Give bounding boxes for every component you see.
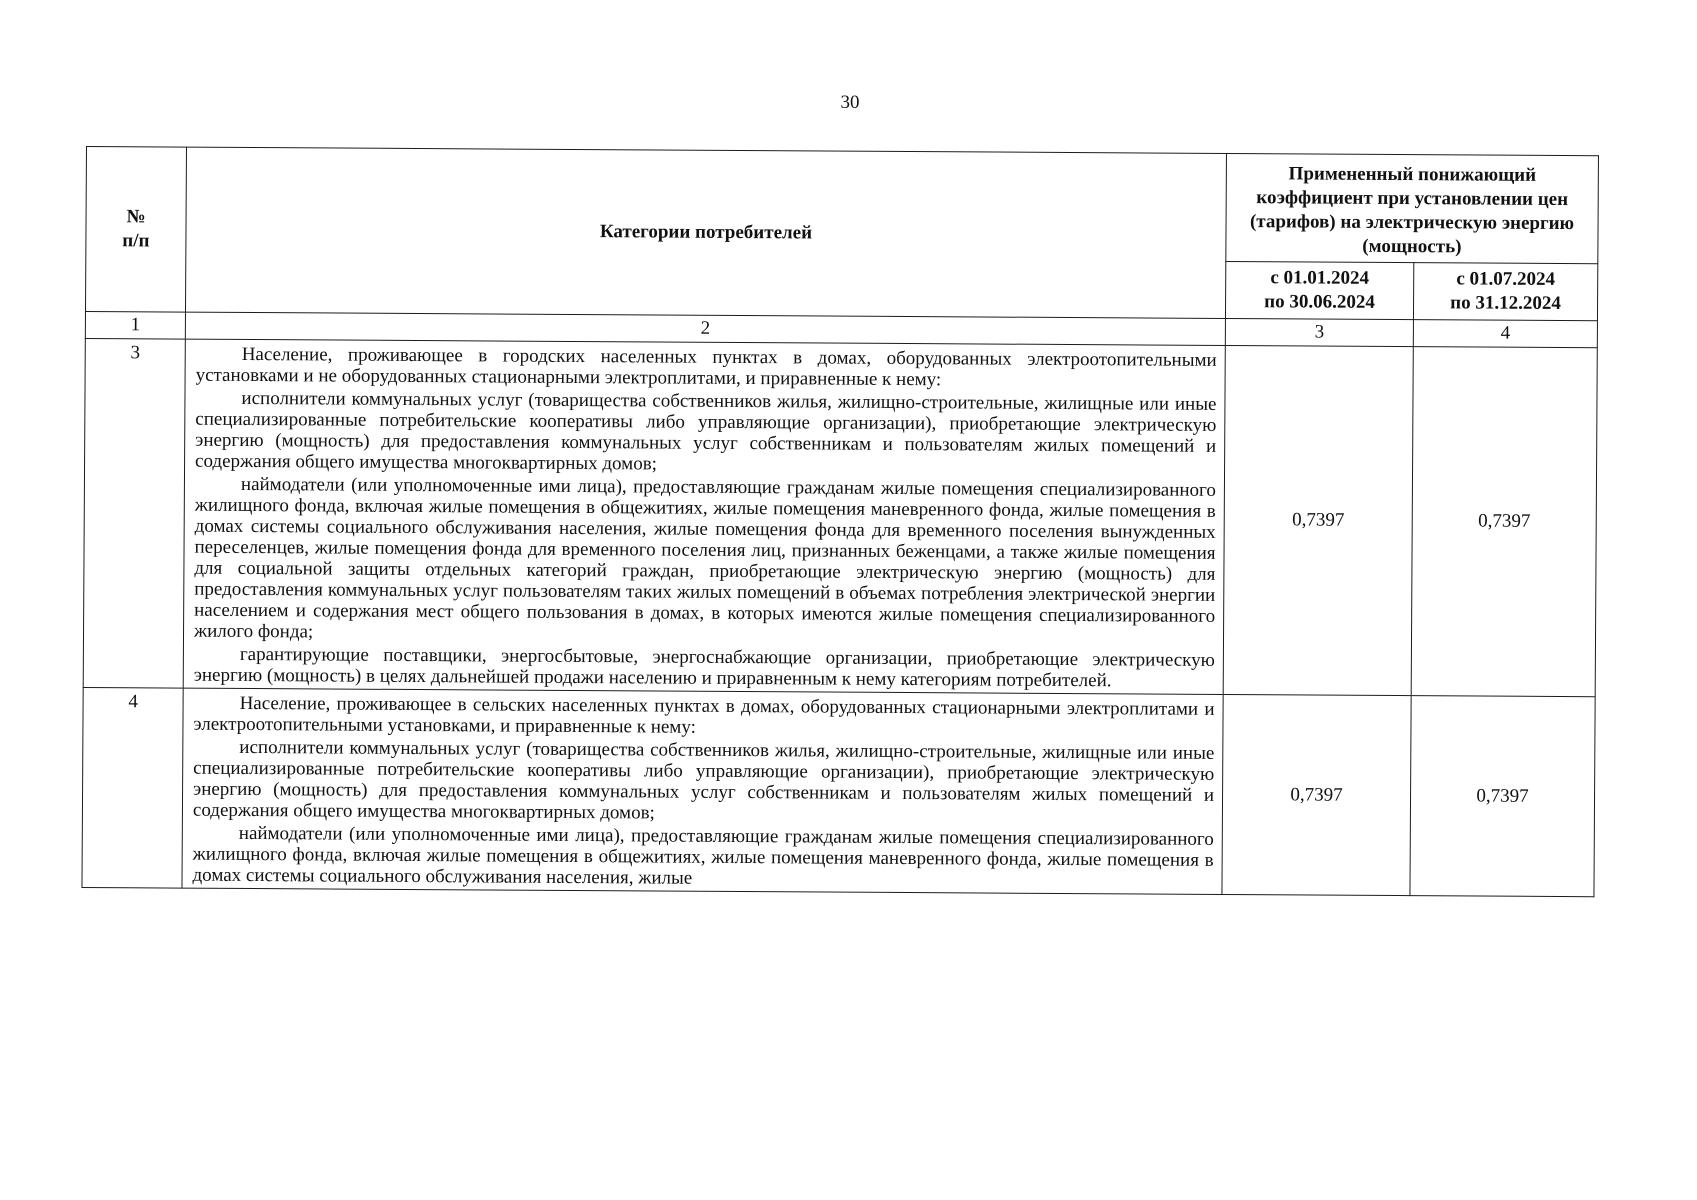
- coefficient-value-period1: 0,7397: [1223, 345, 1413, 695]
- column-index-4: 4: [1413, 320, 1597, 348]
- category-description: [183, 339, 1225, 694]
- header-period2-cell: [1413, 262, 1597, 320]
- header-coefficient-cell: [1226, 153, 1599, 263]
- coefficient-value-period1: 0,7397: [1222, 694, 1411, 895]
- table-header-row: [86, 147, 1599, 264]
- consumer-tariff-table: [81, 146, 1599, 897]
- category-paragraph: исполнители коммунальных услуг (товарищества собственников жилья, жилищно-строительные, жилищные или иные специализированные потребительские кооперативы либо управляющие организации), приобретающие электрическую энергию (мощность) для предоставления коммунальных услуг собственникам и пользователям жилых помещений и содержания общего имущества многоквартирных домов;: [195, 387, 1217, 475]
- header-coefficient-label: Примененный понижающий коэффициент при установлении цен (тарифов) на электрическую энергию (мощность): [1249, 163, 1575, 258]
- row-number: 4: [82, 687, 183, 888]
- header-period2-label: с 01.07.2024 по 31.12.2024: [1450, 268, 1561, 314]
- coefficient-value-period2: 0,7397: [1411, 347, 1597, 697]
- category-paragraph: Население, проживающее в сельских населенных пунктах в домах, оборудованных стационарными электроплитами и электроотопительными установками, и приравненные к нему:: [193, 692, 1215, 738]
- column-index-3: 3: [1225, 318, 1413, 346]
- category-paragraph: Население, проживающее в городских населенных пунктах в домах, оборудованных электроотопительными установками и не оборудованных стационарными электроплитами, и приравненные к нему:: [195, 343, 1217, 391]
- coefficient-value-period2: 0,7397: [1410, 696, 1595, 897]
- category-paragraph: гарантирующие поставщики, энергосбытовые, энергоснабжающие организации, приобретающие электрическую энергию (мощность) в целях дальнейшей продажи населению и приравненным к нему категориям потребителей.: [193, 643, 1215, 692]
- header-num-cell: [85, 147, 186, 313]
- category-paragraph: наймодатели (или уполномоченные ими лица), предоставляющие гражданам жилые помещения специализированного жилищного фонда, включая жилые помещения в общежитиях, жилые помещения маневренного фонда, жилые помещения в домах системы социального обслуживания населения, жилые: [192, 822, 1214, 889]
- table-row: [82, 687, 1595, 896]
- header-num-label: № п/п: [122, 206, 150, 252]
- page-number: 30: [840, 92, 860, 113]
- category-paragraph: исполнители коммунальных услуг (товарищества собственников жилья, жилищно-строительные, жилищные или иные специализированные потребительские кооперативы либо управляющие организации), приобретающие электрическую энергию (мощность) для предоставления коммунальных услуг собственникам и пользователям жилых помещений и содержания общего имущества многоквартирных домов;: [192, 736, 1215, 824]
- table-row: [83, 338, 1597, 696]
- header-period1-label: с 01.01.2024 по 30.06.2024: [1264, 266, 1375, 313]
- row-number: 3: [83, 338, 185, 688]
- column-index-2: 2: [185, 312, 1225, 345]
- category-description: [182, 688, 1223, 894]
- header-category-label: Категории потребителей: [599, 221, 813, 244]
- header-category-cell: [185, 147, 1226, 318]
- column-index-1: 1: [85, 311, 185, 339]
- header-period1-cell: [1225, 261, 1413, 320]
- category-paragraph: наймодатели (или уполномоченные ими лица), предоставляющие гражданам жилые помещения специализированного жилищного фонда, включая жилые помещения в общежитиях, жилые помещения маневренного фонда, жилые помещения в домах системы социального обслуживания населения, жилые помещения фонда для временного поселения вынужденных переселенцев, жилые помещения фонда для временного поселения лиц, признанных беженцами, а также жилые помещения для социальной защиты отдельных категорий граждан, приобретающие электрическую энергию (мощность) для предоставления коммунальных услуг пользователям таких жилых помещений в объемах потребления электрической энергии населением и содержания мест общего пользования в домах, в которых имеются жилые помещения специализированного жилого фонда;: [193, 473, 1216, 643]
